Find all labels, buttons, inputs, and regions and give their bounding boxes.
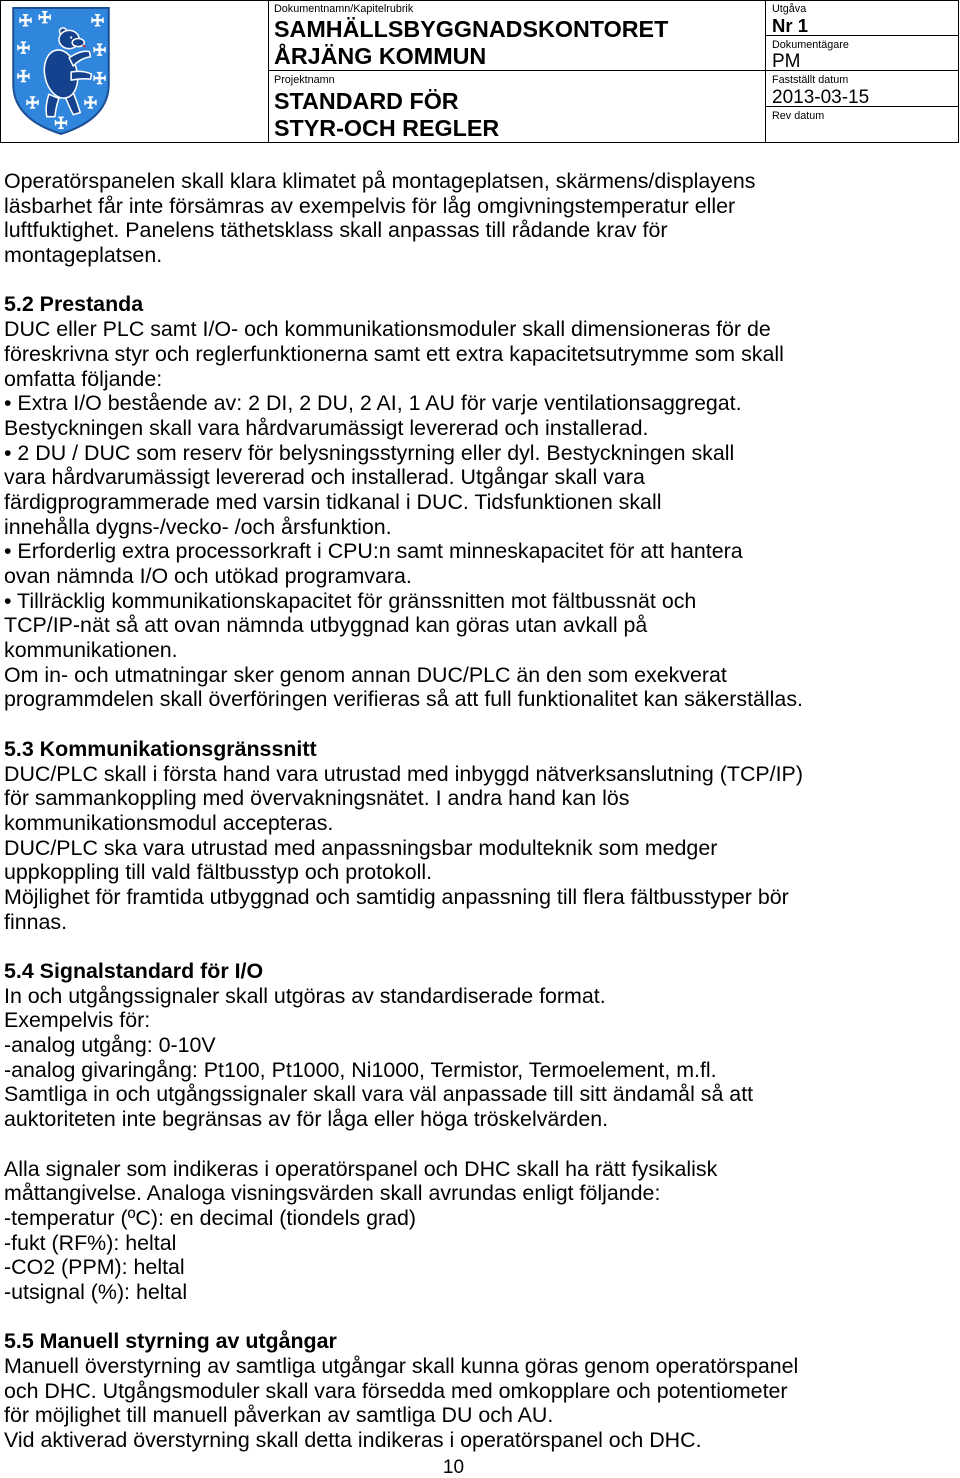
- page-number: 10: [442, 1457, 465, 1478]
- paragraph-line: innehålla dygns-/vecko- /och årsfunktion.: [4, 514, 392, 539]
- blank-line: [4, 1305, 956, 1330]
- row-divider: [268, 70, 959, 71]
- coat-of-arms-icon: [10, 5, 112, 137]
- bullet-line: • Erforderlig extra processorkraft i CPU:n samt minneskapacitet för att hantera: [4, 539, 743, 564]
- paragraph-line: vara hårdvarumässigt levererad och installerad. Utgångar skall vara: [4, 465, 645, 490]
- paragraph-line: för sammankoppling med övervakningsnätet. I andra hand kan lös: [4, 786, 630, 811]
- blank-line: [4, 1132, 956, 1157]
- paragraph-line: Operatörspanelen skall klara klimatet på montageplatsen, skärmens/displayens: [4, 169, 756, 193]
- paragraph-line: måttangivelse. Analoga visningsvärden skall avrundas enligt följande:: [4, 1181, 661, 1206]
- section-heading: 5.5 Manuell styrning av utgångar: [4, 1329, 337, 1354]
- paragraph-line: -fukt (RF%): heltal: [4, 1230, 177, 1255]
- document-owner-label: Dokumentägare: [772, 39, 849, 51]
- section-5-2: [4, 292, 956, 712]
- paragraph-line: DUC eller PLC samt I/O- och kommunikationsmoduler skall dimensioneras för de: [4, 317, 771, 342]
- paragraph-line: TCP/IP-nät så att ovan nämnda utbyggnad kan göras utan avkall på: [4, 613, 648, 638]
- header-table: [0, 0, 959, 143]
- project-name-line-1: STANDARD FÖR: [274, 88, 459, 114]
- paragraph-line: -analog utgång: 0-10V: [4, 1033, 216, 1058]
- paragraph-line: uppkoppling till vald fältbusstyp och protokoll.: [4, 860, 433, 885]
- paragraph-line: In och utgångssignaler skall utgöras av standardiserade format.: [4, 983, 606, 1008]
- blank-line: [4, 268, 956, 293]
- paragraph-line: ovan nämnda I/O och utökad programvara.: [4, 564, 412, 588]
- paragraph-line: färdigprogrammerade med varsin tidkanal i DUC. Tidsfunktionen skall: [4, 489, 662, 514]
- section-5-5: [4, 1329, 956, 1452]
- paragraph-line: kommunikationen.: [4, 638, 178, 663]
- paragraph-line: Möjlighet för framtida utbyggnad och samtidig anpassning till flera fältbusstyper bör: [4, 884, 789, 909]
- document-owner-value: PM: [772, 51, 801, 72]
- paragraph-line: Alla signaler som indikeras i operatörspanel och DHC skall ha rätt fysikalisk: [4, 1156, 718, 1181]
- paragraph-line: finnas.: [4, 909, 68, 934]
- paragraph-line: montageplatsen.: [4, 243, 163, 268]
- revision-date-label: Rev datum: [772, 110, 825, 122]
- blank-line: [4, 712, 956, 737]
- paragraph-line: programmdelen skall överföringen verifieras så att full funktionalitet kan säkerställas.: [4, 687, 803, 712]
- project-name-line-2: STYR-OCH REGLER: [274, 115, 500, 141]
- paragraph-line: DUC/PLC skall i första hand vara utrustad med inbyggd nätverksanslutning (TCP/IP): [4, 761, 803, 786]
- document-name-line-2: ÅRJÄNG KOMMUN: [274, 43, 487, 69]
- paragraph-line: Om in- och utmatningar sker genom annan DUC/PLC än den som exekverat: [4, 662, 727, 687]
- document-name-line-1: SAMHÄLLSBYGGNADSKONTORET: [274, 16, 669, 42]
- paragraph-line: Vid aktiverad överstyrning skall detta indikeras i operatörspanel och DHC.: [4, 1428, 702, 1453]
- bullet-line: • Tillräcklig kommunikationskapacitet för gränssnitten mot fältbussnät och: [4, 588, 697, 613]
- paragraph-line: -analog givaringång: Pt100, Pt1000, Ni1000, Termistor, Termoelement, m.fl.: [4, 1057, 717, 1082]
- paragraph-line: Manuell överstyrning av samtliga utgångar skall kunna göras genom operatörspanel: [4, 1354, 799, 1378]
- paragraph-line: för möjlighet till manuell påverkan av samtliga DU och AU.: [4, 1403, 554, 1428]
- paragraph-line: -CO2 (PPM): heltal: [4, 1255, 185, 1280]
- section-heading: 5.4 Signalstandard för I/O: [4, 959, 264, 983]
- bullet-line: • Extra I/O bestående av: 2 DI, 2 DU, 2 AI, 1 AU för varje ventilationsaggregat.: [4, 391, 742, 416]
- paragraph-line: och DHC. Utgångsmoduler skall vara försedda med omkopplare och potentiometer: [4, 1378, 788, 1403]
- edition-value: Nr 1: [772, 15, 808, 36]
- document-name-label: Dokumentnamn/Kapitelrubrik: [274, 3, 414, 15]
- paragraph-line: auktoriteten inte begränsas av för låga eller höga tröskelvärden.: [4, 1107, 609, 1132]
- project-name-label: Projektnamn: [274, 74, 335, 86]
- paragraph-line: Exempelvis för:: [4, 1008, 151, 1033]
- section-heading: 5.2 Prestanda: [4, 292, 144, 317]
- paragraph-line: -temperatur (ºC): en decimal (tiondels grad): [4, 1205, 417, 1230]
- section-heading: 5.3 Kommunikationsgränssnitt: [4, 736, 317, 761]
- intro-paragraph: [4, 169, 956, 268]
- paragraph-line: omfatta följande:: [4, 366, 163, 391]
- paragraph-line: luftfuktighet. Panelens täthetsklass skall anpassas till rådande krav för: [4, 218, 668, 243]
- approved-date-value: 2013-03-15: [772, 87, 870, 108]
- column-divider: [765, 1, 766, 142]
- paragraph-line: -utsignal (%): heltal: [4, 1279, 188, 1304]
- paragraph-line: Samtliga in och utgångssignaler skall vara väl anpassade till sitt ändamål så att: [4, 1082, 754, 1107]
- edition-label: Utgåva: [772, 3, 807, 15]
- column-divider: [268, 1, 269, 142]
- bullet-line: • 2 DU / DUC som reserv för belysningsstyrning eller dyl. Bestyckningen skall: [4, 440, 735, 465]
- approved-date-label: Fastställt datum: [772, 74, 849, 86]
- document-body: [4, 169, 956, 1453]
- paragraph-line: kommunikationsmodul accepteras.: [4, 810, 334, 835]
- section-5-3: [4, 737, 956, 935]
- paragraph-line: DUC/PLC ska vara utrustad med anpassningsbar modulteknik som medger: [4, 835, 718, 860]
- paragraph-line: Bestyckningen skall vara hårdvarumässigt levererad och installerad.: [4, 415, 649, 440]
- paragraph-line: föreskrivna styr och reglerfunktionerna samt ett extra kapacitetsutrymme som skall: [4, 341, 784, 366]
- section-5-4: [4, 959, 956, 1305]
- paragraph-line: läsbarhet får inte försämras av exempelvis för låg omgivningstemperatur eller: [4, 193, 736, 218]
- blank-line: [4, 934, 956, 959]
